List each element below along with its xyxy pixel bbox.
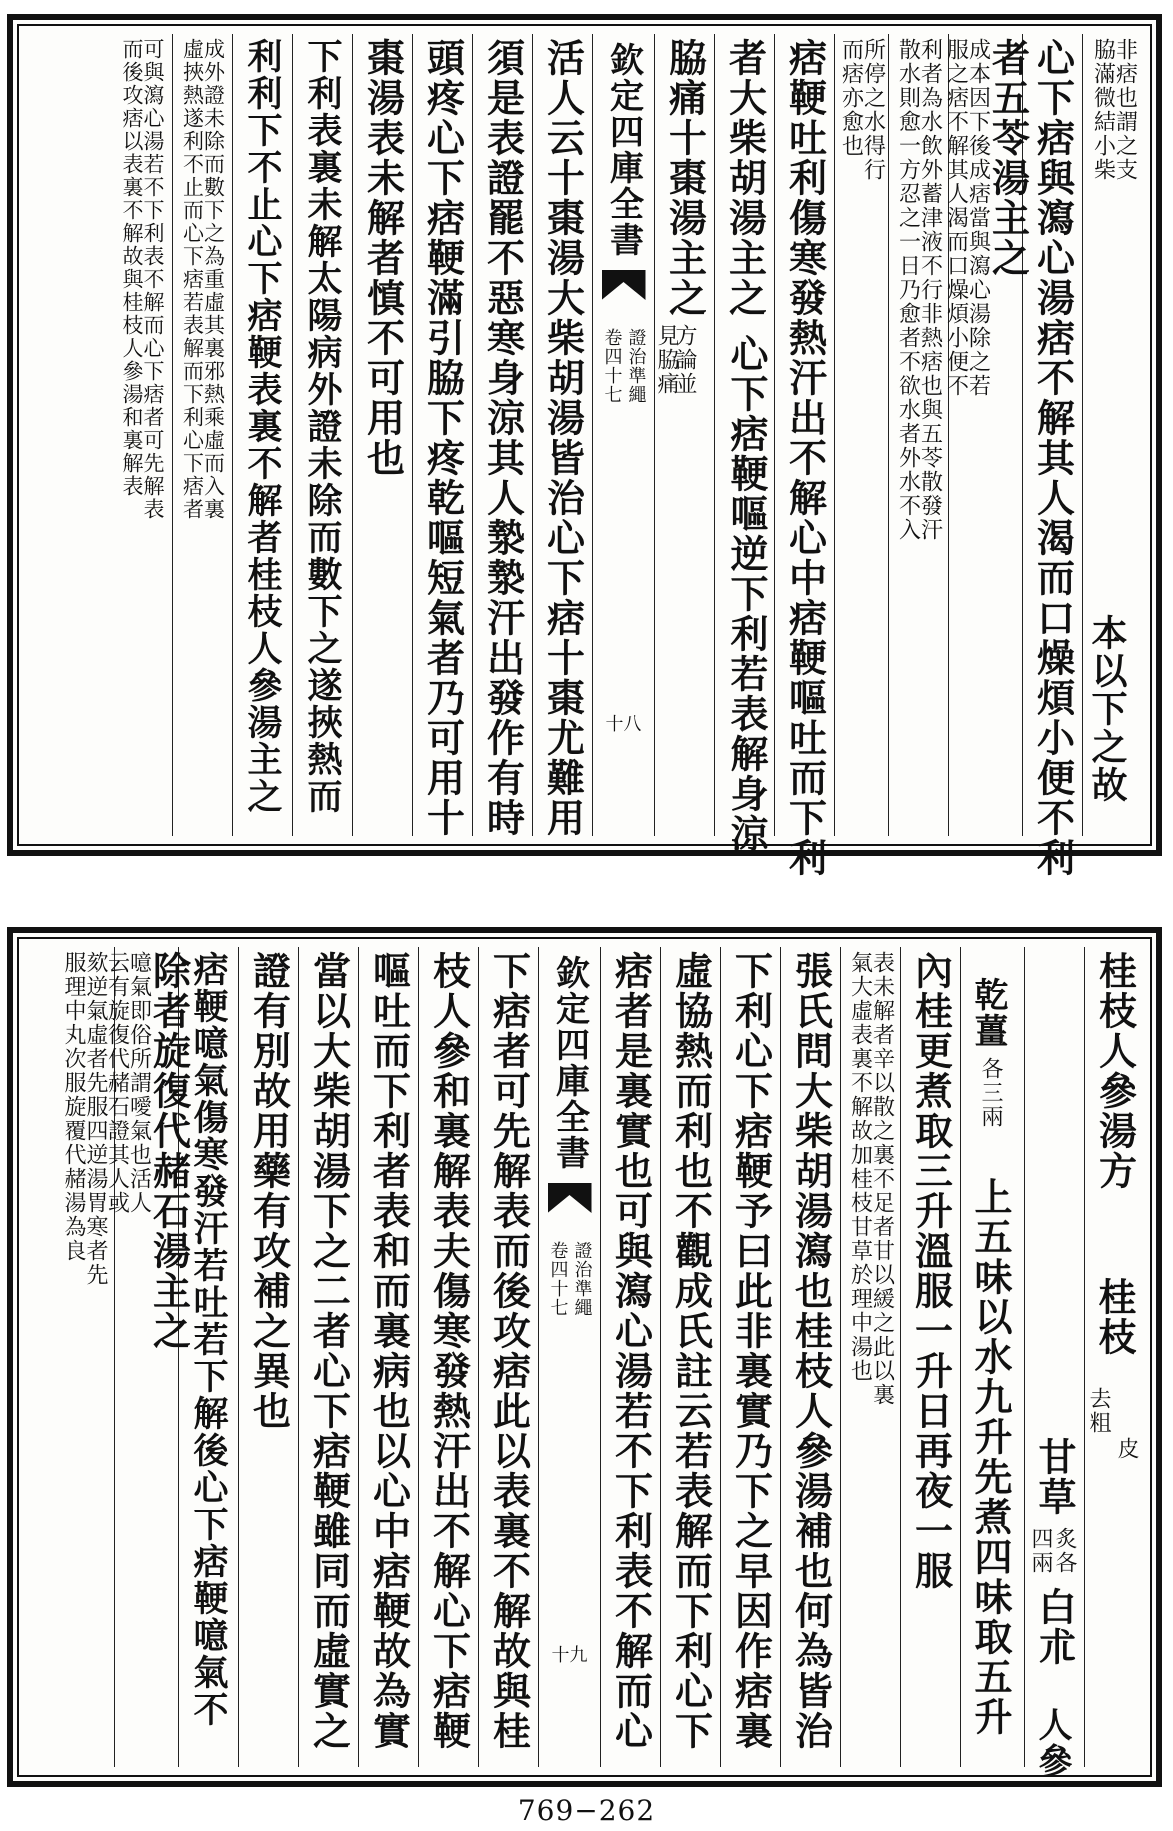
bottom-col-16 (104, 947, 192, 1767)
bottom-col-4 (900, 947, 960, 1767)
top-col-10 (472, 34, 532, 836)
text-small: 而痞亦愈也 (838, 38, 864, 158)
bottom-col-7 (720, 947, 780, 1767)
top-col-12 (352, 34, 412, 836)
text-small: 服之痞不解其人渴而口燥煩小便不 (943, 38, 969, 398)
text-big: 下利心下痞鞕予曰此非裏實乃下之早因作痞裏 (728, 951, 774, 1751)
text-big: 張氏問大柴胡湯瀉也桂枝人參湯補也何為皆治 (788, 951, 834, 1751)
top-col-4 (888, 34, 948, 836)
top-seam (593, 38, 654, 836)
bottom-col-11 (418, 947, 478, 1767)
text-small: 所停之水得行 (860, 38, 886, 182)
text-big: 痞者是裏實也可與瀉心湯若不下利表不解而心 (608, 951, 654, 1751)
bottom-col-10 (478, 947, 538, 1767)
text-small: 散水則愈一方忍之一日乃愈者不欲水者外水不入 (895, 38, 921, 542)
text-small: 云有旋復代赭石證其人或 (104, 951, 130, 1215)
text-big: 須是表證罷不惡寒身涼其人漐漐汗出發作有時 (480, 38, 526, 838)
text-big: 枝人參和裏解表夫傷寒發熱汗出不解心下痞鞕 (426, 951, 472, 1751)
top-col-14 (232, 34, 292, 836)
bottom-page-panel (7, 927, 1162, 1787)
seam-volume: 卷四十七 (547, 1241, 569, 1317)
bottom-col-17 (54, 947, 114, 1767)
text-big: 桂枝 (1092, 1277, 1137, 1357)
text-small: 而後攻痞以表裏不解故與桂枝人參湯和裏解表 (120, 38, 144, 498)
bottom-col-9 (600, 947, 660, 1767)
page-number: 769−262 (517, 1794, 656, 1827)
text-big: 心下痞與瀉心湯痞不解其人渴而口燥煩小便不利 (1030, 38, 1076, 878)
top-seam-column (592, 34, 654, 836)
text-big: 桂枝人參湯方 (1092, 951, 1138, 1191)
top-col-1 (1082, 34, 1144, 836)
text-big: 內桂更煮取三升溫服一升日再夜一服 (908, 951, 954, 1591)
text-small: 非痞也謂之支 (1112, 38, 1138, 182)
text-big: 利利下不止心下痞鞕表裏不解者桂枝人參湯主之 (242, 38, 283, 815)
text-big: 活人云十棗湯大柴胡湯皆治心下痞十棗尤難用 (540, 38, 586, 838)
bottom-seam-column (538, 947, 600, 1767)
bottom-col-6 (780, 947, 840, 1767)
text-small: 去粗 (1086, 1387, 1111, 1435)
top-col-11 (412, 34, 472, 836)
top-col-5 (834, 34, 888, 836)
seam-leaf: 十九 (551, 1645, 588, 1666)
text-small: 噫氣即俗所謂噯氣也活人 (126, 951, 152, 1215)
seam-book: 證治準繩 (625, 328, 647, 404)
bottom-col-12 (358, 947, 418, 1767)
text-small: 欬逆氣虛者先服四逆湯胃寒者先 (83, 951, 108, 1287)
text-small: 表未解者辛以散之裏不足者甘以緩之此以裏 (869, 951, 895, 1407)
seam-book: 證治準繩 (571, 1241, 593, 1317)
text-small: 見脇痛 (654, 324, 679, 396)
bottom-col-14 (238, 947, 298, 1767)
top-col-16 (112, 34, 172, 836)
seam-subtitle (539, 1241, 600, 1317)
text-small: 脇滿微結小柴 (1090, 38, 1116, 182)
text-big: 證有別故用藥有攻補之異也 (246, 951, 292, 1431)
text-small: 可與瀉心湯若不下利表不解而心下痞者可先解表 (141, 38, 165, 521)
top-col-15 (172, 34, 232, 836)
text-big: 痞鞕吐利傷寒發熱汗出不解心中痞鞕嘔吐而下利 (782, 38, 828, 878)
text-big: 甘草 (1032, 1437, 1077, 1517)
top-page-panel (7, 14, 1162, 878)
text-big: 頭疼心下痞鞕滿引脇下疼乾嘔短氣者乃可用十 (420, 38, 466, 838)
bottom-col-5 (840, 947, 900, 1767)
top-col-13 (292, 34, 352, 836)
text-big: 棗湯表未解者慎不可用也 (360, 38, 406, 478)
bottom-col-13 (298, 947, 358, 1767)
text-big: 人參 (1032, 1707, 1072, 1779)
text-big: 者大柴胡湯主之 (722, 38, 768, 318)
text-small: 四兩 (1028, 1527, 1053, 1575)
text-small: 皮 (1114, 1437, 1139, 1461)
text-small: 各三兩 (978, 1057, 1003, 1129)
seam-title: 欽定四庫全書 (549, 955, 590, 1171)
top-col-3 (943, 34, 1031, 836)
text-small: 方論並 (672, 324, 697, 396)
text-big: 脇痛十棗湯主之 (662, 38, 708, 318)
bottom-col-8 (660, 947, 720, 1767)
text-big: 上五味以水九升先煮四味取五升 (968, 1177, 1013, 1737)
top-column-grid (25, 34, 1144, 878)
text-big: 者五苓湯主之 (985, 38, 1031, 278)
text-big: 當以大柴胡湯下之二者心下痞鞕雖同而虛實之 (306, 951, 352, 1751)
text-big: 本以下之故 (1086, 614, 1128, 804)
text-small: 利者為水飲外蓄津液不行非熱痞也與五苓散發汗 (917, 38, 943, 542)
bottom-col-1 (1084, 947, 1144, 1767)
top-col-9 (532, 34, 592, 836)
text-small: 成本因下後成痞當與瀉心湯除之若 (965, 38, 991, 398)
top-col-6 (774, 34, 834, 878)
seam-subtitle (593, 328, 654, 404)
text-big: 心下痞鞕嘔逆下利若表解身涼 (724, 334, 769, 854)
seam-title: 欽定四庫全書 (603, 42, 644, 258)
text-big: 下痞者可先解表而後攻痞此以表裏不解故與桂 (486, 951, 532, 1751)
bottom-col-3 (960, 947, 1024, 1767)
text-big: 下利表裏未解太陽病外證未除而數下之遂挾熱而 (302, 38, 343, 815)
text-big: 痞鞕噫氣傷寒發汗若吐若下解後心下痞鞕噫氣不 (188, 951, 229, 1728)
text-big: 白朮 (1032, 1587, 1077, 1667)
text-big: 虛協熱而利也不觀成氏註云若表解而下利心下 (668, 951, 714, 1751)
top-col-2 (1022, 34, 1082, 878)
text-small: 成外證未除而數下之為重虛其裏邪熱乘虛而入裏 (201, 38, 226, 521)
bottom-column-grid (25, 947, 1144, 1779)
bottom-col-2 (1024, 947, 1084, 1779)
text-big: 嘔吐而下利者表和而裏病也以心中痞鞕故為實 (366, 951, 412, 1751)
top-col-8 (654, 34, 714, 836)
text-small: 氣大虛表裏不解故加桂枝甘草於理中湯也 (847, 951, 873, 1383)
text-small: 炙各 (1052, 1527, 1077, 1575)
text-small: 虛挾熱遂利不止而心下痞若表解而下利心下痞者 (180, 38, 205, 521)
text-big: 除者旋復代赭石湯主之 (146, 951, 192, 1351)
bottom-seam (539, 951, 600, 1767)
seam-volume: 卷四十七 (601, 328, 623, 404)
top-col-7 (714, 34, 774, 854)
seam-leaf: 十八 (605, 714, 642, 735)
text-big: 乾薑 (968, 977, 1008, 1049)
text-small: 服理中丸次服旋覆代赭湯為良 (61, 951, 86, 1263)
